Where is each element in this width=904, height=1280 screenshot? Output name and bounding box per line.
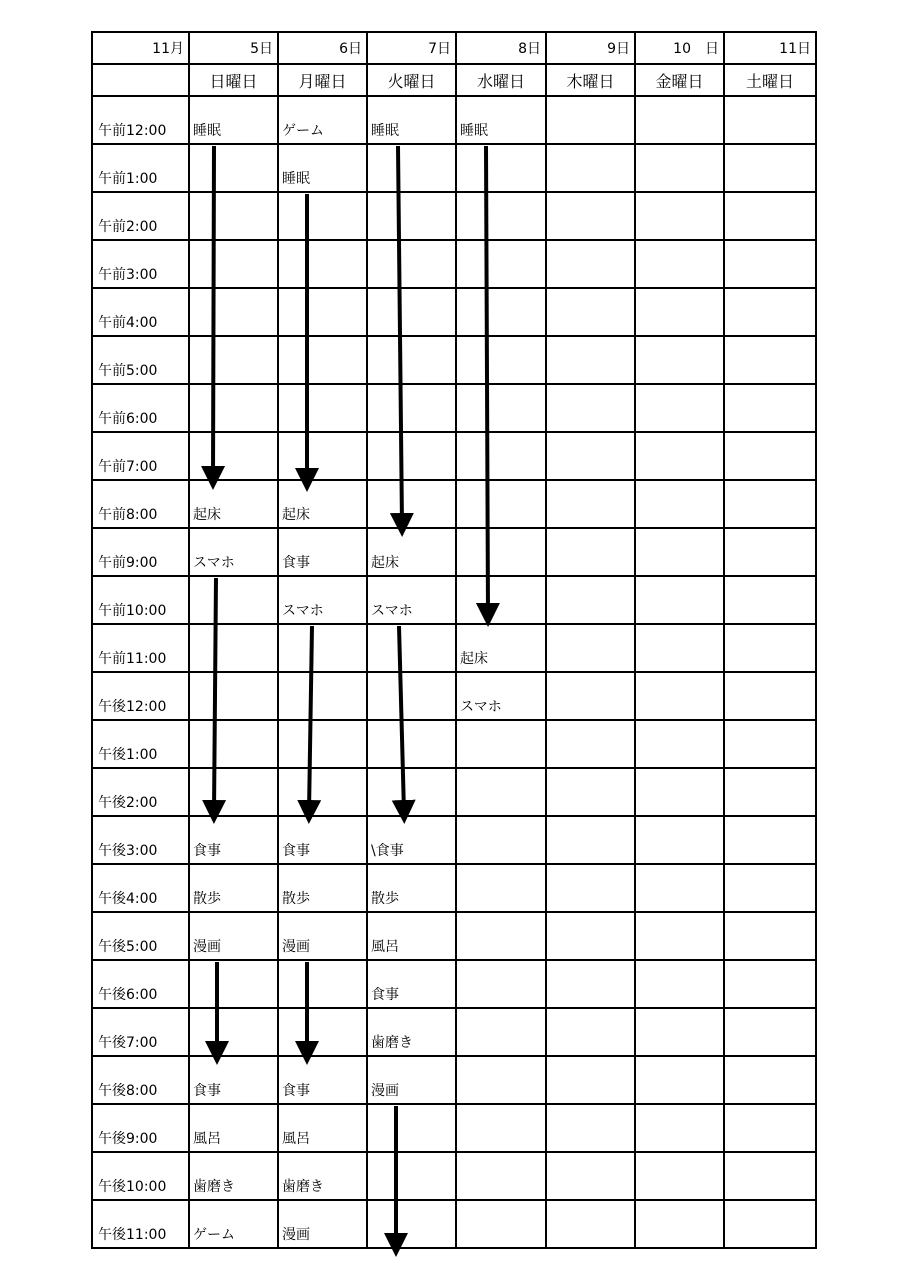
weekday-label: 金曜日 xyxy=(635,64,724,96)
activity-cell xyxy=(635,864,724,912)
activity-cell xyxy=(367,672,456,720)
activity-cell xyxy=(635,960,724,1008)
date-label: 8日 xyxy=(456,32,546,64)
activity-cell xyxy=(189,1008,278,1056)
activity-cell: スマホ xyxy=(278,576,367,624)
activity-cell xyxy=(635,768,724,816)
date-label: 10 日 xyxy=(635,32,724,64)
time-slot-row xyxy=(92,1056,816,1104)
activity-cell xyxy=(546,432,635,480)
activity-cell xyxy=(189,960,278,1008)
time-label: 午後12:00 xyxy=(92,672,189,720)
time-slot-row xyxy=(92,1104,816,1152)
time-slot-row xyxy=(92,816,816,864)
time-label: 午前11:00 xyxy=(92,624,189,672)
activity-cell xyxy=(635,528,724,576)
activity-cell xyxy=(546,192,635,240)
activity-cell xyxy=(456,528,546,576)
activity-cell xyxy=(724,768,816,816)
activity-cell xyxy=(724,672,816,720)
activity-cell xyxy=(724,432,816,480)
activity-cell xyxy=(456,1104,546,1152)
time-label: 午後2:00 xyxy=(92,768,189,816)
activity-cell: 風呂 xyxy=(189,1104,278,1152)
time-label: 午前4:00 xyxy=(92,288,189,336)
time-label: 午前1:00 xyxy=(92,144,189,192)
activity-cell xyxy=(456,336,546,384)
activity-cell xyxy=(546,528,635,576)
activity-cell xyxy=(724,528,816,576)
activity-cell: 食事 xyxy=(189,816,278,864)
activity-cell xyxy=(189,384,278,432)
activity-cell xyxy=(724,480,816,528)
time-slot-row xyxy=(92,432,816,480)
activity-cell xyxy=(635,480,724,528)
time-slot-row xyxy=(92,1152,816,1200)
activity-cell xyxy=(546,864,635,912)
activity-cell: 起床 xyxy=(367,528,456,576)
activity-cell xyxy=(367,1104,456,1152)
activity-cell xyxy=(189,144,278,192)
activity-cell: 散歩 xyxy=(278,864,367,912)
activity-cell: 漫画 xyxy=(189,912,278,960)
date-label: 6日 xyxy=(278,32,367,64)
activity-cell xyxy=(278,240,367,288)
activity-cell xyxy=(367,768,456,816)
activity-cell xyxy=(724,192,816,240)
activity-cell xyxy=(367,1200,456,1248)
activity-cell xyxy=(456,720,546,768)
activity-cell xyxy=(189,672,278,720)
activity-cell xyxy=(456,384,546,432)
time-slot-row xyxy=(92,624,816,672)
month-label: 11月 xyxy=(92,32,189,64)
activity-cell: 食事 xyxy=(278,528,367,576)
activity-cell xyxy=(635,96,724,144)
weekday-label: 木曜日 xyxy=(546,64,635,96)
activity-cell xyxy=(278,672,367,720)
activity-cell xyxy=(724,336,816,384)
activity-cell xyxy=(456,768,546,816)
activity-cell xyxy=(546,144,635,192)
activity-cell xyxy=(635,576,724,624)
activity-cell xyxy=(546,288,635,336)
date-label: 11日 xyxy=(724,32,816,64)
activity-cell xyxy=(456,432,546,480)
activity-cell xyxy=(367,624,456,672)
time-slot-row xyxy=(92,384,816,432)
activity-cell xyxy=(456,864,546,912)
activity-cell xyxy=(546,768,635,816)
activity-cell xyxy=(724,576,816,624)
activity-cell xyxy=(367,144,456,192)
activity-cell xyxy=(635,720,724,768)
activity-cell xyxy=(635,1104,724,1152)
date-label: 9日 xyxy=(546,32,635,64)
activity-cell: スマホ xyxy=(456,672,546,720)
activity-cell: \食事 xyxy=(367,816,456,864)
activity-cell xyxy=(724,240,816,288)
activity-cell: 散歩 xyxy=(189,864,278,912)
activity-cell xyxy=(724,1152,816,1200)
activity-cell xyxy=(367,288,456,336)
activity-cell xyxy=(456,1008,546,1056)
activity-cell: 風呂 xyxy=(278,1104,367,1152)
activity-cell xyxy=(189,192,278,240)
activity-cell xyxy=(724,1008,816,1056)
time-label: 午前7:00 xyxy=(92,432,189,480)
weekday-label: 火曜日 xyxy=(367,64,456,96)
activity-cell xyxy=(456,576,546,624)
activity-cell xyxy=(724,864,816,912)
activity-cell: 睡眠 xyxy=(278,144,367,192)
activity-cell xyxy=(367,336,456,384)
activity-cell xyxy=(635,816,724,864)
weekday-label: 日曜日 xyxy=(189,64,278,96)
time-label: 午後5:00 xyxy=(92,912,189,960)
activity-cell xyxy=(278,960,367,1008)
time-label: 午前8:00 xyxy=(92,480,189,528)
time-label: 午後8:00 xyxy=(92,1056,189,1104)
time-slot-row xyxy=(92,192,816,240)
activity-cell xyxy=(189,240,278,288)
activity-cell: 睡眠 xyxy=(456,96,546,144)
activity-cell xyxy=(635,240,724,288)
corner-cell xyxy=(92,64,189,96)
activity-cell xyxy=(189,432,278,480)
activity-cell xyxy=(456,288,546,336)
activity-cell xyxy=(546,1200,635,1248)
activity-cell xyxy=(278,432,367,480)
activity-cell xyxy=(635,912,724,960)
activity-cell xyxy=(546,1008,635,1056)
activity-cell xyxy=(456,816,546,864)
activity-cell xyxy=(635,288,724,336)
activity-cell xyxy=(635,192,724,240)
activity-cell xyxy=(189,624,278,672)
activity-cell xyxy=(456,192,546,240)
activity-cell: 漫画 xyxy=(278,1200,367,1248)
activity-cell xyxy=(546,672,635,720)
time-label: 午前10:00 xyxy=(92,576,189,624)
activity-cell xyxy=(546,96,635,144)
activity-cell xyxy=(546,240,635,288)
time-slot-row xyxy=(92,528,816,576)
activity-cell xyxy=(278,768,367,816)
time-slot-row xyxy=(92,1200,816,1248)
activity-cell: 食事 xyxy=(189,1056,278,1104)
activity-cell xyxy=(635,432,724,480)
time-slot-row xyxy=(92,480,816,528)
time-slot-row xyxy=(92,864,816,912)
time-label: 午後3:00 xyxy=(92,816,189,864)
time-slot-row xyxy=(92,144,816,192)
weekday-label: 水曜日 xyxy=(456,64,546,96)
activity-cell xyxy=(546,624,635,672)
activity-cell xyxy=(456,912,546,960)
activity-cell xyxy=(367,432,456,480)
activity-cell xyxy=(546,384,635,432)
activity-cell xyxy=(456,960,546,1008)
activity-cell xyxy=(367,720,456,768)
activity-cell xyxy=(367,192,456,240)
activity-cell xyxy=(278,192,367,240)
time-slot-row xyxy=(92,672,816,720)
time-slot-row xyxy=(92,912,816,960)
activity-cell: 食事 xyxy=(367,960,456,1008)
weekday-header-row xyxy=(92,64,816,96)
activity-cell xyxy=(635,1008,724,1056)
activity-cell xyxy=(278,624,367,672)
time-label: 午前9:00 xyxy=(92,528,189,576)
activity-cell xyxy=(546,480,635,528)
time-label: 午後4:00 xyxy=(92,864,189,912)
activity-cell xyxy=(724,816,816,864)
activity-cell: 歯磨き xyxy=(189,1152,278,1200)
activity-cell xyxy=(189,336,278,384)
weekly-schedule-table xyxy=(91,31,817,1249)
time-label: 午前12:00 xyxy=(92,96,189,144)
date-header-row xyxy=(92,32,816,64)
activity-cell xyxy=(456,1152,546,1200)
activity-cell xyxy=(456,240,546,288)
time-slot-row xyxy=(92,96,816,144)
time-label: 午後10:00 xyxy=(92,1152,189,1200)
activity-cell: 食事 xyxy=(278,1056,367,1104)
activity-cell xyxy=(189,720,278,768)
activity-cell xyxy=(278,288,367,336)
activity-cell xyxy=(724,1104,816,1152)
activity-cell xyxy=(724,1056,816,1104)
activity-cell xyxy=(456,480,546,528)
activity-cell: 睡眠 xyxy=(367,96,456,144)
activity-cell xyxy=(724,96,816,144)
time-label: 午後7:00 xyxy=(92,1008,189,1056)
activity-cell xyxy=(635,1056,724,1104)
date-label: 5日 xyxy=(189,32,278,64)
weekday-label: 月曜日 xyxy=(278,64,367,96)
activity-cell xyxy=(367,1152,456,1200)
time-label: 午後1:00 xyxy=(92,720,189,768)
time-slot-row xyxy=(92,1008,816,1056)
time-label: 午後11:00 xyxy=(92,1200,189,1248)
activity-cell: 散歩 xyxy=(367,864,456,912)
activity-cell xyxy=(278,384,367,432)
activity-cell xyxy=(724,624,816,672)
activity-cell xyxy=(367,384,456,432)
time-slot-row xyxy=(92,576,816,624)
time-label: 午前3:00 xyxy=(92,240,189,288)
date-label: 7日 xyxy=(367,32,456,64)
activity-cell: 起床 xyxy=(456,624,546,672)
activity-cell xyxy=(546,1056,635,1104)
activity-cell: スマホ xyxy=(189,528,278,576)
time-slot-row xyxy=(92,288,816,336)
activity-cell xyxy=(724,912,816,960)
activity-cell xyxy=(635,1152,724,1200)
activity-cell: 風呂 xyxy=(367,912,456,960)
activity-cell xyxy=(546,912,635,960)
activity-cell xyxy=(635,384,724,432)
activity-cell xyxy=(724,288,816,336)
activity-cell xyxy=(635,144,724,192)
activity-cell xyxy=(546,816,635,864)
activity-cell xyxy=(278,1008,367,1056)
activity-cell xyxy=(635,624,724,672)
time-slot-row xyxy=(92,336,816,384)
activity-cell xyxy=(367,480,456,528)
time-label: 午後6:00 xyxy=(92,960,189,1008)
activity-cell xyxy=(724,720,816,768)
activity-cell: 睡眠 xyxy=(189,96,278,144)
time-slot-row xyxy=(92,720,816,768)
activity-cell: 漫画 xyxy=(278,912,367,960)
activity-cell xyxy=(278,336,367,384)
activity-cell: ゲーム xyxy=(278,96,367,144)
activity-cell xyxy=(546,960,635,1008)
activity-cell xyxy=(724,960,816,1008)
activity-cell: 漫画 xyxy=(367,1056,456,1104)
activity-cell: 食事 xyxy=(278,816,367,864)
activity-cell xyxy=(724,384,816,432)
activity-cell: 歯磨き xyxy=(278,1152,367,1200)
activity-cell xyxy=(189,288,278,336)
time-label: 午後9:00 xyxy=(92,1104,189,1152)
activity-cell xyxy=(635,1200,724,1248)
activity-cell xyxy=(546,336,635,384)
activity-cell xyxy=(635,336,724,384)
activity-cell xyxy=(546,576,635,624)
activity-cell xyxy=(546,1104,635,1152)
activity-cell xyxy=(635,672,724,720)
time-label: 午前6:00 xyxy=(92,384,189,432)
time-slot-row xyxy=(92,960,816,1008)
activity-cell: 起床 xyxy=(189,480,278,528)
activity-cell xyxy=(724,1200,816,1248)
activity-cell xyxy=(189,768,278,816)
weekday-label: 土曜日 xyxy=(724,64,816,96)
activity-cell xyxy=(367,240,456,288)
time-label: 午前5:00 xyxy=(92,336,189,384)
activity-cell: 歯磨き xyxy=(367,1008,456,1056)
activity-cell: ゲーム xyxy=(189,1200,278,1248)
activity-cell xyxy=(724,144,816,192)
time-slot-row xyxy=(92,240,816,288)
activity-cell xyxy=(189,576,278,624)
activity-cell xyxy=(278,720,367,768)
activity-cell xyxy=(456,1056,546,1104)
time-slot-row xyxy=(92,768,816,816)
activity-cell xyxy=(546,1152,635,1200)
activity-cell xyxy=(456,1200,546,1248)
activity-cell: 起床 xyxy=(278,480,367,528)
time-label: 午前2:00 xyxy=(92,192,189,240)
activity-cell: スマホ xyxy=(367,576,456,624)
activity-cell xyxy=(456,144,546,192)
activity-cell xyxy=(546,720,635,768)
